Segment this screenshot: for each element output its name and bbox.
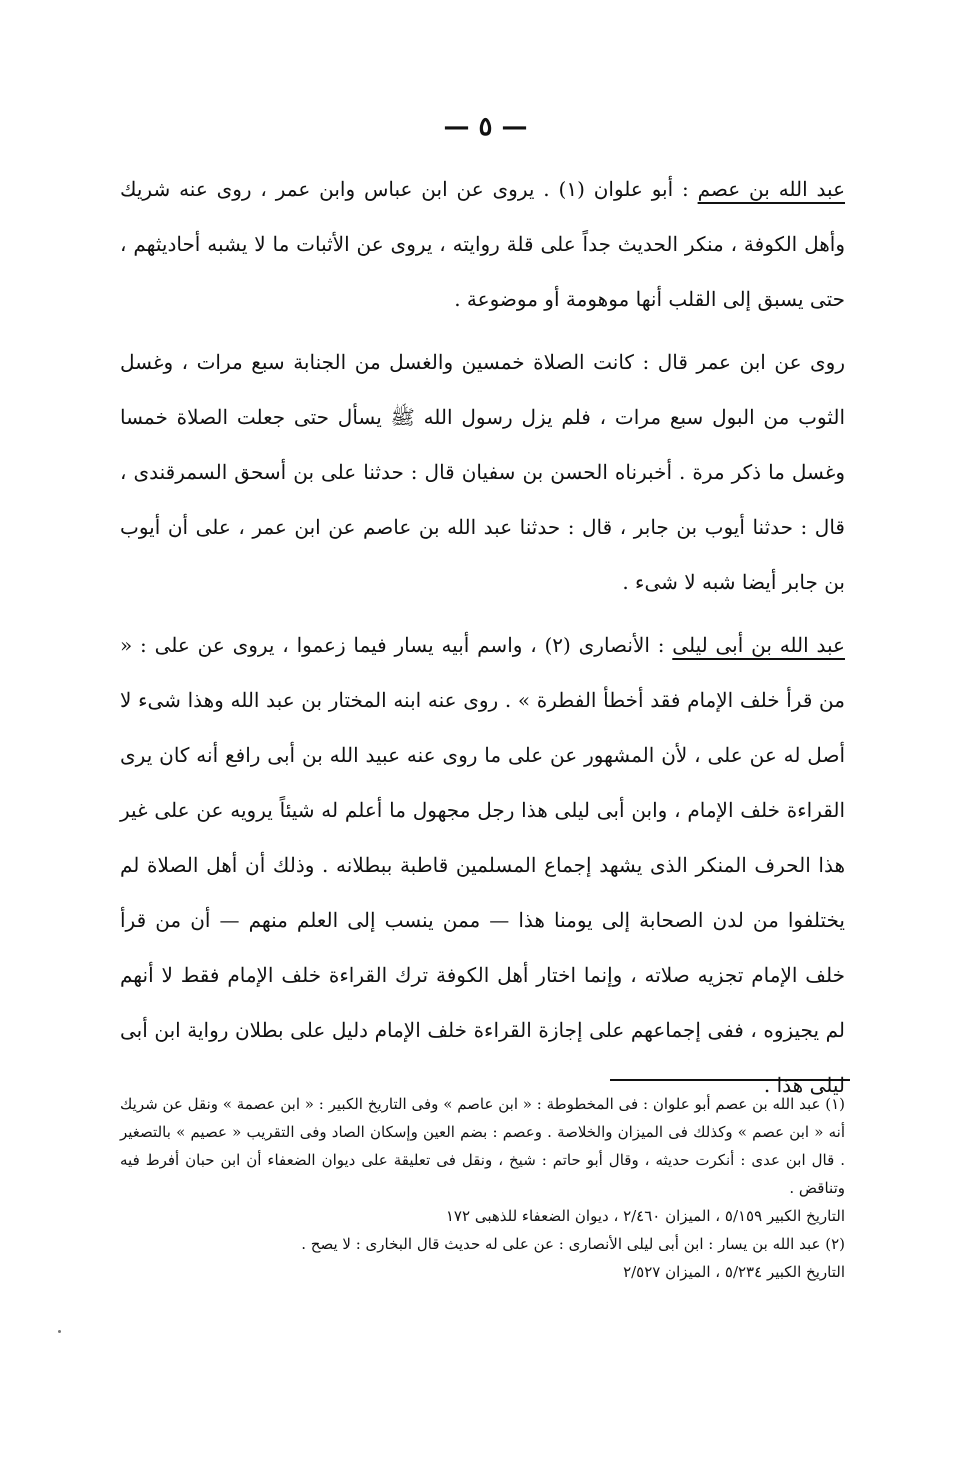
footnote-1-sources: التاريخ الكبير ٥/١٥٩ ، الميزان ٢/٤٦٠ ، ديوان الضعفاء للذهبى ١٧٢	[445, 1207, 845, 1225]
footnote-divider	[610, 1079, 850, 1081]
main-text	[120, 162, 845, 1113]
footnote-2-sources: التاريخ الكبير ٥/٢٣٤ ، الميزان ٢/٥٢٧	[623, 1263, 845, 1281]
paragraph-narration	[120, 335, 845, 610]
paragraph-text: : أبو علوان (١) . يروى عن ابن عباس وابن عمر ، روى عنه شريك وأهل الكوفة ، منكر الحديث جداً على قلة روايته ، يروى عن الأثبات ما لا يشبه أحاديثهم ، حتى يسبق إلى القلب أنها موهومة أو موضوعة .	[120, 177, 845, 311]
footnote-1: (١) عبد الله بن عصم أبو علوان : فى المخطوطة : « ابن عاصم » وفى التاريخ الكبير : « ابن عصمة » ونقل عن شريك أنه « ابن عصم » وكذلك فى الميزان والخلاصة . وعصم : بضم العين وإسكان الصاد وفى التقريب « عصيم » بالتصغير . قال ابن عدى : أنكرت حديثه ، وقال أبو حاتم : شيخ ، ونقل فى تعليقة على ديوان الضعفاء أن ابن حبان أفرط فيه وتناقض .	[120, 1095, 845, 1197]
page-number: — ٥ —	[443, 112, 528, 142]
footnote-2: (٢) عبد الله بن يسار : ابن أبى ليلى الأنصارى : عن على له حديث قال البخارى : لا يصح .	[301, 1235, 845, 1253]
scan-speck	[58, 1330, 61, 1333]
footnotes	[120, 1090, 845, 1286]
paragraph-entry-2	[120, 618, 845, 1113]
paragraph-text: روى عن ابن عمر قال : كانت الصلاة خمسين والغسل من الجنابة سبع مرات ، وغسل الثوب من البول سبع مرات ، فلم يزل رسول الله ﷺ يسأل حتى جعلت الصلاة خمسا وغسل ما ذكر مرة . أخبرناه الحسن بن سفيان قال : حدثنا على بن أسحق السمرقندى ، قال : حدثنا أيوب بن جابر ، قال : حدثنا عبد الله بن عاصم عن ابن عمر ، على أن أيوب بن جابر أيضا شبه لا شىء .	[120, 350, 845, 594]
paragraph-entry-1	[120, 162, 845, 327]
paragraph-text: : الأنصارى (٢) ، واسم أبيه يسار فيما زعموا ، يروى عن على : « من قرأ خلف الإمام فقد أخطأ الفطرة » . روى عنه ابنه المختار بن عبد الله وهذا شىء لا أصل له عن على ، لأن المشهور عن على ما روى عنه عبيد الله بن أبى رافع أنه كان يرى القراءة خلف الإمام ، وابن أبى ليلى هذا رجل مجهول ما أعلم له شيئاً يرويه عن على غير هذا الحرف المنكر الذى يشهد إجماع المسلمين قاطبة ببطلانه . وذلك أن أهل الصلاة لم يختلفوا من لدن الصحابة إلى يومنا هذا — ممن ينسب إلى العلم منهم — أن من قرأ خلف الإمام تجزيه صلاته ، وإنما اختار أهل الكوفة ترك القراءة خلف الإمام فقط لا أنهم لم يجيزوه ، ففى إجماعهم على إجازة القراءة خلف الإمام دليل على بطلان رواية ابن أبى ليلى هذا .	[120, 633, 845, 1097]
entry-name: عبد الله بن عصم	[697, 177, 846, 201]
entry-name: عبد الله بن أبى ليلى	[672, 633, 845, 657]
